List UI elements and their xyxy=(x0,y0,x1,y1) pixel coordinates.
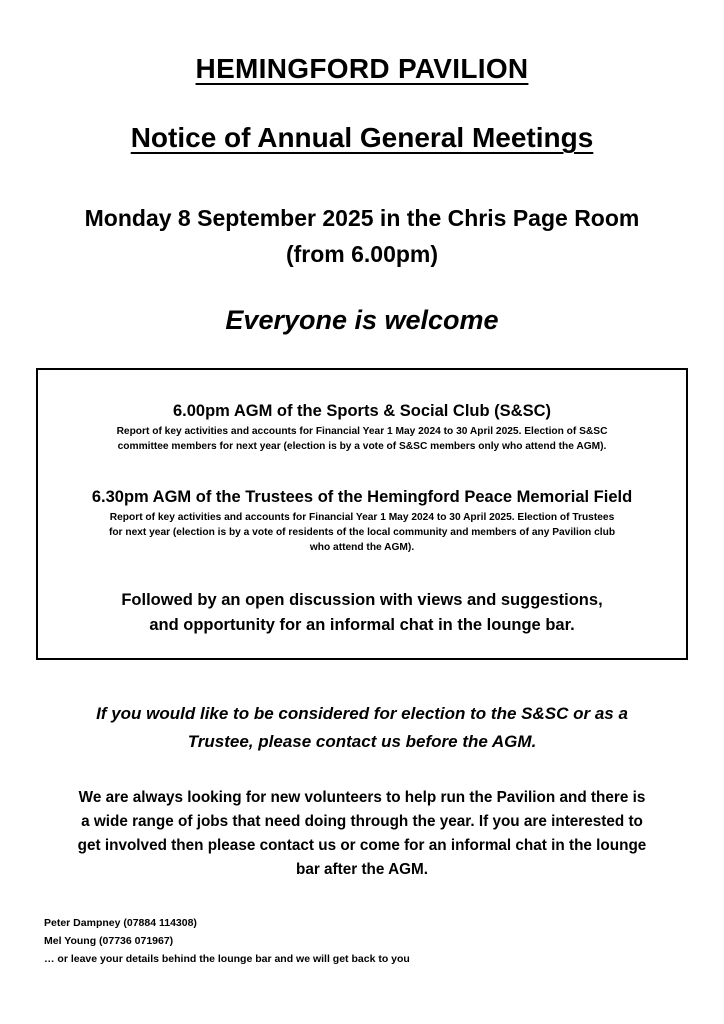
page-title: HEMINGFORD PAVILION xyxy=(195,53,529,84)
meeting-date-block xyxy=(0,200,724,272)
contact-mel-young: Mel Young (07736 071967) xyxy=(44,935,174,947)
contact-lounge-bar-note: … or leave your details behind the lounge bar and we will get back to you xyxy=(44,953,410,965)
notice-subtitle: Notice of Annual General Meetings xyxy=(130,122,594,153)
meeting-time-line: (from 6.00pm) xyxy=(285,241,439,267)
contact-peter-dampney: Peter Dampney (07884 114308) xyxy=(44,917,197,929)
election-invitation-line: If you would like to be considered for election to the S&SC or as a xyxy=(96,704,628,723)
agm1-description-line: committee members for next year (election is by a vote of S&SC members only who attend the AGM). xyxy=(117,441,607,452)
followed-by-line: and opportunity for an informal chat in the lounge bar. xyxy=(149,616,575,634)
agm1-description xyxy=(46,424,678,454)
volunteers-line: bar after the AGM. xyxy=(295,861,429,878)
election-invitation-line: Trustee, please contact us before the AGM. xyxy=(187,732,537,751)
agm2-description xyxy=(46,510,678,555)
agm2-description-line: who attend the AGM). xyxy=(309,542,415,553)
volunteers-line: We are always looking for new volunteers to help run the Pavilion and there is xyxy=(78,789,646,806)
contact-details xyxy=(44,914,410,968)
agm2-description-line: Report of key activities and accounts for Financial Year 1 May 2024 to 30 April 2025. Election of Trustees xyxy=(109,512,615,523)
agm-details-box xyxy=(36,368,688,660)
volunteers-appeal xyxy=(30,786,694,882)
volunteers-line: get involved then please contact us or come for an informal chat in the lounge xyxy=(77,837,647,854)
followed-by-text xyxy=(38,588,686,638)
followed-by-line: Followed by an open discussion with views and suggestions, xyxy=(121,591,603,609)
agm1-description-line: Report of key activities and accounts for Financial Year 1 May 2024 to 30 April 2025. Election of S&SC xyxy=(116,426,608,437)
agm2-description-line: for next year (election is by a vote of residents of the local community and members of any Pavilion club xyxy=(108,527,616,538)
welcome-message: Everyone is welcome xyxy=(225,305,499,335)
volunteers-line: a wide range of jobs that need doing through the year. If you are interested to xyxy=(81,813,643,830)
agm1-heading: 6.00pm AGM of the Sports & Social Club (S&SC) xyxy=(172,402,551,420)
election-invitation xyxy=(40,700,684,756)
agm2-heading: 6.30pm AGM of the Trustees of the Hemingford Peace Memorial Field xyxy=(91,488,633,506)
meeting-date-line: Monday 8 September 2025 in the Chris Page Room xyxy=(84,205,640,231)
